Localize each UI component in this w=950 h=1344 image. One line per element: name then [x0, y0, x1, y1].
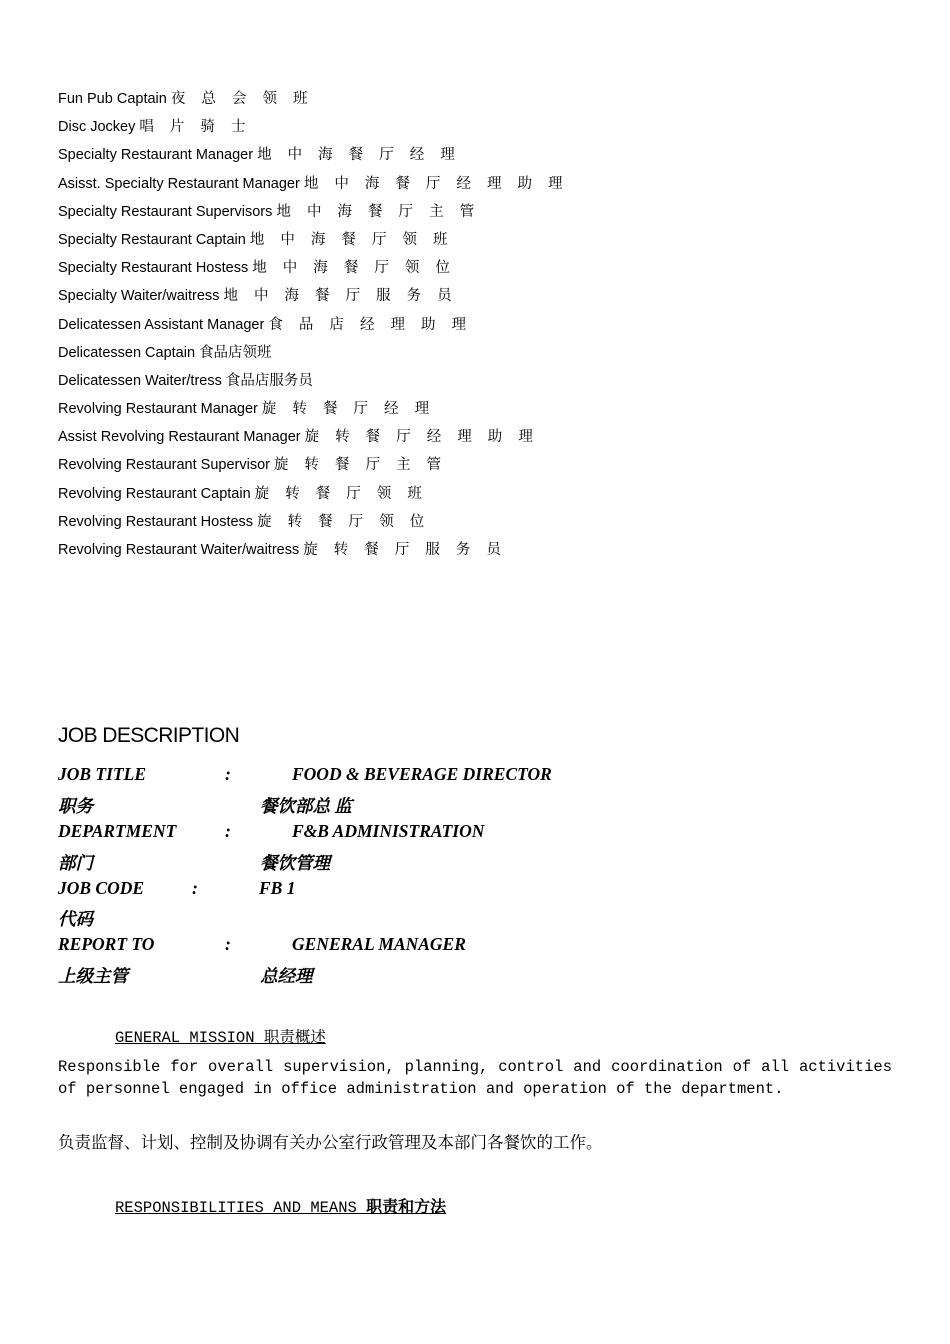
position-title-line: [58, 201, 569, 229]
position-title-zh: 旋 转 餐 厅 服 务 员: [303, 542, 507, 558]
position-title-en: Specialty Waiter/waitress: [58, 288, 220, 305]
job-title-label-zh: 职务: [58, 796, 93, 816]
position-title-line: [58, 116, 569, 144]
position-title-zh: 旋 转 餐 厅 主 管: [274, 457, 448, 474]
position-title-en: Fun Pub Captain: [58, 91, 167, 107]
department-value-zh: 餐饮管理: [260, 853, 330, 873]
position-title-line: [58, 454, 569, 482]
department-value: F&B ADMINISTRATION: [292, 821, 485, 841]
position-title-en: Revolving Restaurant Waiter/waitress: [58, 542, 300, 558]
position-title-zh: 旋 转 餐 厅 领 班: [254, 485, 428, 502]
position-title-zh: 旋 转 餐 厅 领 位: [257, 513, 431, 530]
position-title-line: [58, 511, 569, 539]
position-title-zh: 唱 片 骑 士: [139, 119, 252, 136]
job-description-heading: JOB DESCRIPTION: [58, 724, 240, 747]
position-title-en: Specialty Restaurant Supervisors: [58, 203, 273, 220]
report-to-value: GENERAL MANAGER: [292, 934, 466, 954]
position-title-zh: 地 中 海 餐 厅 领 位: [252, 260, 456, 277]
department-label-zh: 部门: [58, 853, 93, 873]
position-title-zh: 旋 转 餐 厅 经 理 助 理: [304, 429, 539, 446]
field-colon: :: [225, 764, 231, 784]
position-title-en: Assist Revolving Restaurant Manager: [58, 429, 301, 446]
responsibilities-heading-zh: 职责和方法: [366, 1197, 447, 1216]
job-code-label-zh: 代码: [58, 909, 93, 929]
job-title-value: FOOD & BEVERAGE DIRECTOR: [292, 764, 552, 784]
position-title-en: Specialty Restaurant Captain: [58, 231, 246, 248]
field-colon: :: [225, 934, 231, 954]
job-code-label: JOB CODE: [58, 878, 145, 898]
position-title-en: Specialty Restaurant Hostess: [58, 260, 249, 277]
position-title-line: [58, 257, 569, 285]
position-title-en: Disc Jockey: [58, 119, 136, 136]
report-to-label: REPORT TO: [58, 934, 155, 954]
job-title-value-zh: 餐饮部总 监: [260, 796, 352, 816]
position-title-line: [58, 285, 569, 313]
position-title-line: [58, 144, 569, 172]
general-mission-text-zh: 负责监督、计划、控制及协调有关办公室行政管理及本部门各餐饮的工作。: [58, 1133, 603, 1152]
position-title-zh: 地 中 海 餐 厅 领 班: [249, 231, 454, 248]
position-title-en: Delicatessen Assistant Manager: [58, 316, 265, 333]
position-title-en: Specialty Restaurant Manager: [58, 147, 254, 164]
position-title-line: [58, 173, 569, 201]
position-title-zh: 地 中 海 餐 厅 经 理: [257, 147, 461, 164]
position-title-line: [58, 398, 569, 426]
position-title-en: Revolving Restaurant Supervisor: [58, 457, 270, 474]
department-label: DEPARTMENT: [58, 821, 177, 841]
position-title-zh: 夜 总 会 领 班: [170, 91, 314, 107]
position-title-en: Delicatessen Waiter/tress: [58, 372, 222, 389]
position-title-en: Revolving Restaurant Hostess: [58, 513, 254, 530]
position-title-zh: 地 中 海 餐 厅 经 理 助 理: [303, 175, 569, 192]
report-to-value-zh: 总经理: [260, 966, 313, 986]
position-title-line: [58, 370, 569, 398]
position-title-en: Delicatessen Captain: [58, 344, 196, 361]
position-title-line: [58, 314, 569, 342]
field-colon: :: [192, 878, 198, 898]
position-title-en: Revolving Restaurant Manager: [58, 401, 258, 418]
position-title-line: [58, 483, 569, 511]
responsibilities-heading: [115, 1194, 446, 1217]
position-title-zh: 食 品 店 经 理 助 理: [268, 316, 473, 333]
position-title-zh: 旋 转 餐 厅 经 理: [261, 401, 436, 418]
position-title-line: [58, 426, 569, 454]
report-to-label-zh: 上级主管: [58, 966, 128, 986]
position-title-zh: 食品店领班: [199, 344, 272, 361]
position-title-list: [58, 88, 569, 567]
general-mission-text-en: Responsible for overall supervision, planning, control and coordination of all activities of personnel engaged in office administration and operation of the department.: [58, 1058, 892, 1098]
position-title-line: [58, 342, 569, 370]
field-colon: :: [225, 821, 231, 841]
position-title-zh: 食品店服务员: [225, 372, 313, 389]
job-code-value: FB 1: [259, 878, 296, 898]
position-title-en: Revolving Restaurant Captain: [58, 485, 251, 502]
position-title-line: [58, 229, 569, 257]
position-title-en: Asisst. Specialty Restaurant Manager: [58, 175, 300, 192]
job-title-label: JOB TITLE: [58, 764, 146, 784]
responsibilities-heading-en: RESPONSIBILITIES AND MEANS: [115, 1199, 357, 1217]
position-title-zh: 地 中 海 餐 厅 服 务 员: [223, 288, 458, 305]
position-title-line: [58, 539, 569, 567]
general-mission-heading: GENERAL MISSION 职责概述: [115, 1029, 326, 1047]
position-title-line: [58, 88, 569, 116]
position-title-zh: 地 中 海 餐 厅 主 管: [276, 203, 481, 220]
